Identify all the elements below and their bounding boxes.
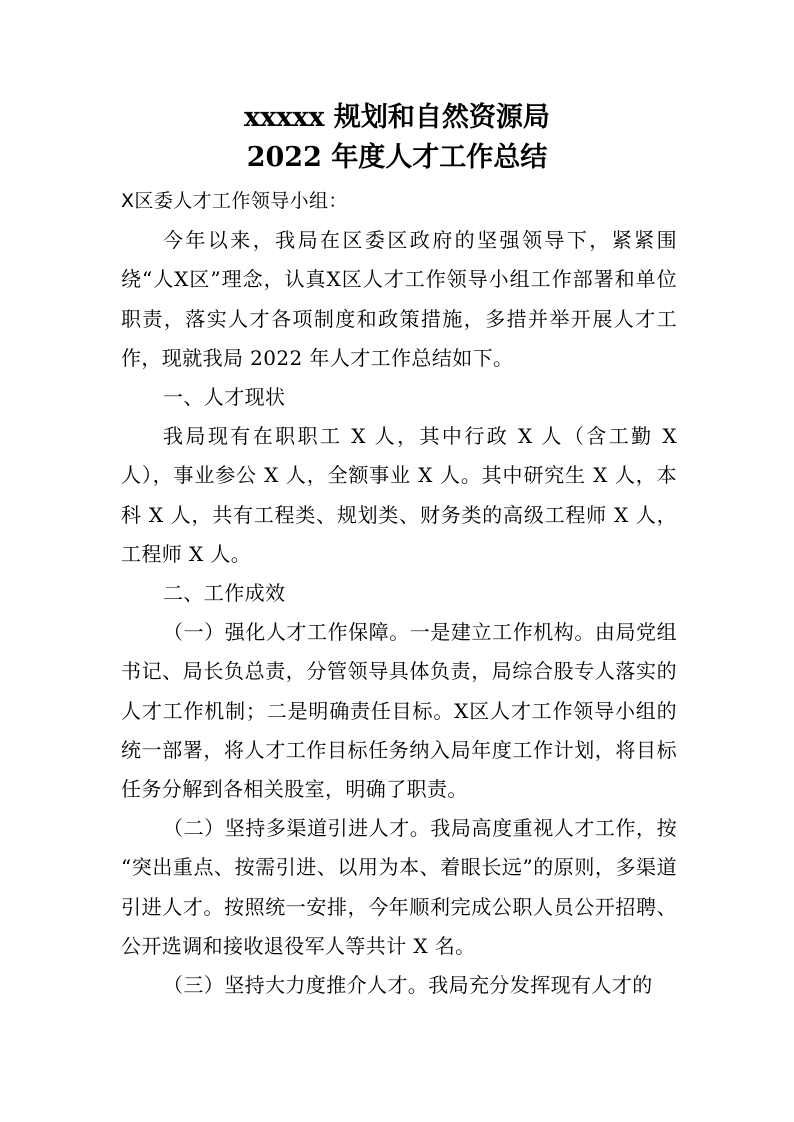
paragraph-recruitment: （二）坚持多渠道引进人才。我局高度重视人才工作，按 “突出重点、按需引进、以用为本、着眼长远”的原则，多渠道引进人才。按照统一安排，今年顺利完成公职人员公开招聘、公开选调和接收退役军人等共计 X 名。 bbox=[121, 816, 677, 958]
section-heading-work-results: 二、工作成效 bbox=[163, 581, 286, 606]
document-title-line-2: 2022 年度人才工作总结 bbox=[246, 142, 548, 173]
section-heading-talent-status: 一、人才现状 bbox=[163, 385, 286, 410]
paragraph-promotion: （三）坚持大力度推介人才。我局充分发挥现有人才的 bbox=[163, 973, 653, 998]
document-body bbox=[121, 182, 677, 1005]
paragraph-talent-status: 我局现有在职职工 X 人，其中行政 X 人（含工勤 X 人），事业参公 X 人，全额事业 X 人。其中研究生 X 人，本科 X 人，共有工程类、规划类、财务类的高级工程师 X 人，工程师 X 人。 bbox=[121, 424, 677, 566]
document-title-line-1: xxxxx 规划和自然资源局 bbox=[244, 102, 550, 133]
paragraph-guarantee: （一）强化人才工作保障。一是建立工作机构。由局党组书记、局长负总责，分管领导具体负责，局综合股专人落实的人才工作机制；二是明确责任目标。X区人才工作领导小组的统一部署，将人才工作目标任务纳入局年度工作计划，将目标任务分解到各相关股室，明确了职责。 bbox=[121, 620, 677, 802]
salutation: X区委人才工作领导小组： bbox=[121, 190, 348, 212]
paragraph-intro: 今年以来，我局在区委区政府的坚强领导下，紧紧围绕“人X区”理念，认真X区人才工作领导小组工作部署和单位职责，落实人才各项制度和政策措施，多措并举开展人才工作，现就我局 2022 年人才工作总结如下。 bbox=[121, 228, 677, 370]
